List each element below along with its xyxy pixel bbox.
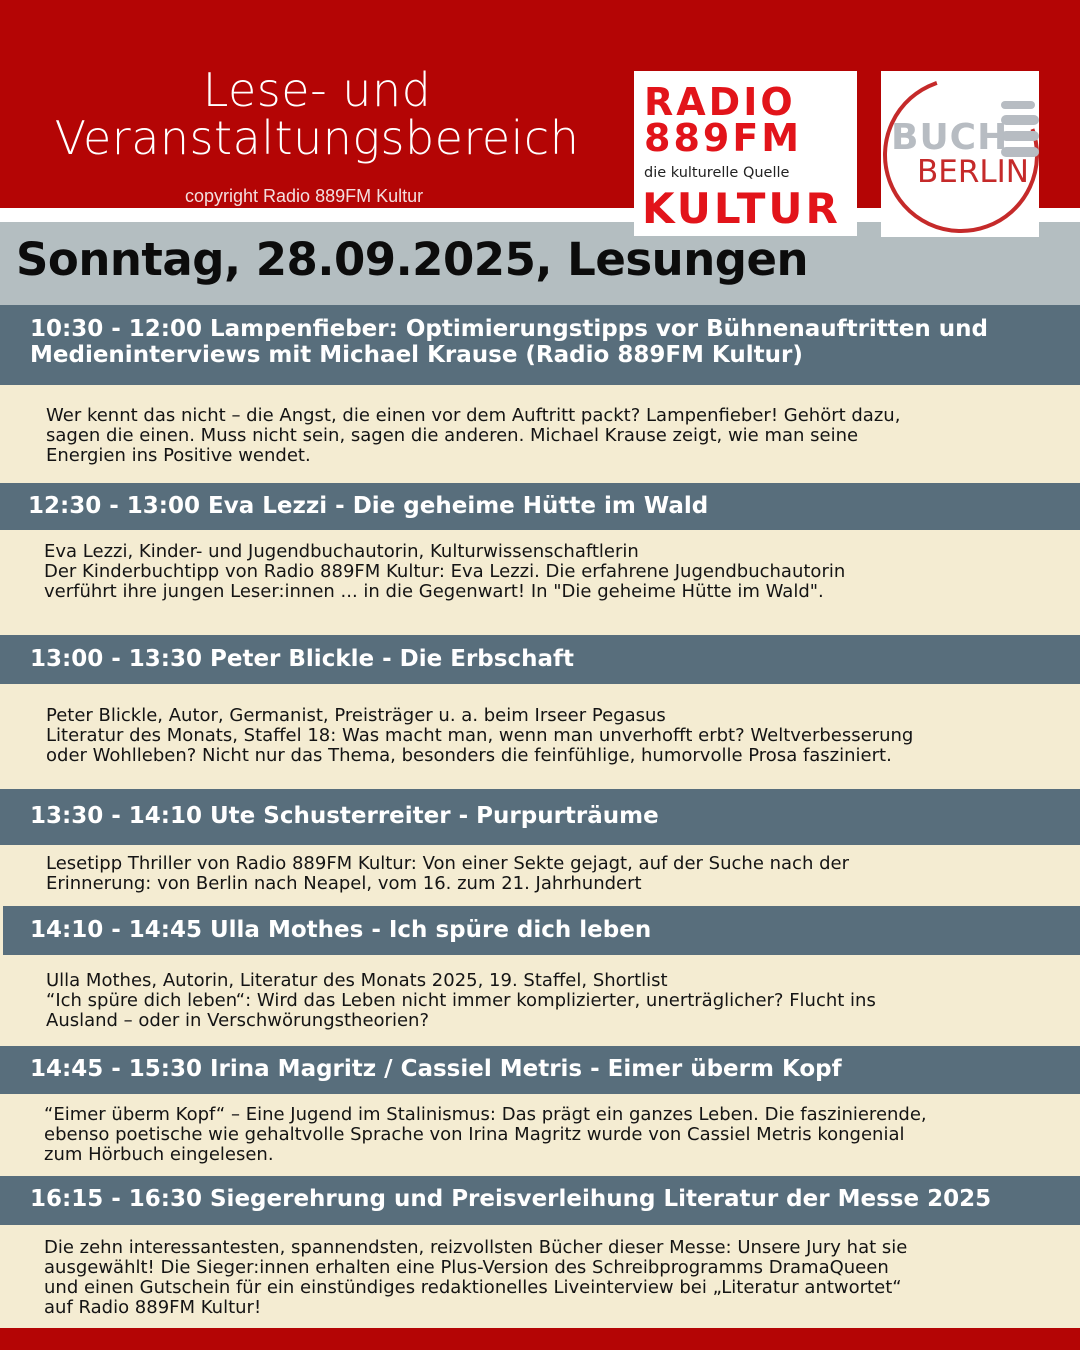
description-line: oder Wohlleben? Nicht nur das Thema, besonders die feinfühlige, humorvolle Prosa fasziniert.: [46, 745, 892, 766]
event-description: [0, 706, 1080, 766]
event-header: [3, 906, 1080, 955]
logo-radio-text: RADIO: [644, 80, 796, 124]
logo-tagline: die kulturelle Quelle: [644, 165, 790, 181]
event-header: [0, 305, 1080, 385]
radio-889fm-kultur-logo: [634, 71, 857, 236]
description-line: Energien ins Positive wendet.: [46, 445, 311, 466]
buch-berlin-logo: [881, 71, 1039, 237]
event-title-line: Medieninterviews mit Michael Krause (Radio 889FM Kultur): [30, 342, 803, 368]
event-title-line: 13:30 - 14:10 Ute Schusterreiter - Purpurträume: [30, 803, 659, 829]
event-title-line: 14:10 - 14:45 Ulla Mothes - Ich spüre dich leben: [30, 917, 652, 943]
event-title-line: 10:30 - 12:00 Lampenfieber: Optimierungstipps vor Bühnenauftritten und: [30, 316, 988, 342]
event-description: [0, 542, 1080, 602]
description-line: Wer kennt das nicht – die Angst, die einen vor dem Auftritt packt? Lampenfieber! Gehört dazu,: [46, 405, 901, 426]
description-line: und einen Gutschein für ein einstündiges redaktionelles Liveinterview bei „Literatur antwortet“: [44, 1277, 902, 1298]
page-title: [0, 63, 634, 165]
event-header: [0, 635, 1080, 684]
event-title-line: 14:45 - 15:30 Irina Magritz / Cassiel Metris - Eimer überm Kopf: [30, 1056, 842, 1082]
event-header: [0, 1046, 1080, 1094]
event-description: [0, 971, 1080, 1031]
footer-band: [0, 1328, 1080, 1350]
title-line-1: Lese- und: [202, 63, 432, 117]
description-line: Peter Blickle, Autor, Germanist, Preisträger u. a. beim Irseer Pegasus: [46, 705, 666, 726]
copyright-text: copyright Radio 889FM Kultur: [185, 186, 424, 206]
description-line: ausgewählt! Die Sieger:innen erhalten eine Plus-Version des Schreibprogramms DramaQueen: [44, 1257, 889, 1278]
event-title-line: 12:30 - 13:00 Eva Lezzi - Die geheime Hütte im Wald: [28, 493, 709, 519]
description-line: ebenso poetische wie gehaltvolle Sprache von Irina Magritz wurde von Cassiel Metris kongenial: [44, 1124, 905, 1145]
description-line: zum Hörbuch eingelesen.: [44, 1144, 274, 1165]
logo-buch-text: BUCH: [891, 117, 1009, 158]
event-header: [0, 1176, 1080, 1225]
description-line: Die zehn interessantesten, spannendsten, reizvollsten Bücher dieser Messe: Unsere Jury hat sie: [44, 1237, 908, 1258]
event-title-line: 13:00 - 13:30 Peter Blickle - Die Erbschaft: [30, 646, 574, 672]
description-line: sagen die einen. Muss nicht sein, sagen die anderen. Michael Krause zeigt, wie man seine: [46, 425, 859, 446]
event-header: [0, 789, 1080, 845]
event-header: [0, 483, 1080, 530]
logo-kultur-text: KULTUR: [642, 184, 841, 233]
description-line: Eva Lezzi, Kinder- und Jugendbuchautorin, Kulturwissenschaftlerin: [44, 541, 639, 562]
description-line: Lesetipp Thriller von Radio 889FM Kultur: Von einer Sekte gejagt, auf der Suche nach der: [46, 853, 849, 874]
description-line: “Ich spüre dich leben“: Wird das Leben nicht immer komplizierter, unerträglicher? Flucht ins: [46, 990, 876, 1011]
description-line: Erinnerung: von Berlin nach Neapel, vom 16. zum 21. Jahrhundert: [46, 873, 642, 894]
description-line: Literatur des Monats, Staffel 18: Was macht man, wenn man unverhofft erbt? Weltverbesserung: [46, 725, 914, 746]
event-title-line: 16:15 - 16:30 Siegerehrung und Preisverleihung Literatur der Messe 2025: [30, 1186, 992, 1212]
description-line: verführt ihre jungen Leser:innen ... in die Gegenwart! In "Die geheime Hütte im Wald".: [44, 581, 824, 602]
description-line: Ausland – oder in Verschwörungstheorien?: [46, 1010, 429, 1031]
description-line: Der Kinderbuchtipp von Radio 889FM Kultur: Eva Lezzi. Die erfahrene Jugendbuchautorin: [44, 561, 846, 582]
event-description: [0, 1238, 1080, 1318]
logo-berlin-text: BERLIN: [917, 154, 1029, 190]
event-description: [0, 854, 1080, 894]
event-description: [0, 406, 1080, 466]
day-heading: Sonntag, 28.09.2025, Lesungen: [16, 233, 809, 286]
event-description: [0, 1105, 1080, 1165]
description-line: “Eimer überm Kopf“ – Eine Jugend im Stalinismus: Das prägt ein ganzes Leben. Die faszinierende,: [44, 1104, 927, 1125]
logo-889fm-text: 889FM: [644, 116, 803, 160]
description-line: auf Radio 889FM Kultur!: [44, 1297, 262, 1318]
description-line: Ulla Mothes, Autorin, Literatur des Monats 2025, 19. Staffel, Shortlist: [46, 970, 668, 991]
title-line-2: Veranstaltungsbereich: [54, 111, 580, 165]
